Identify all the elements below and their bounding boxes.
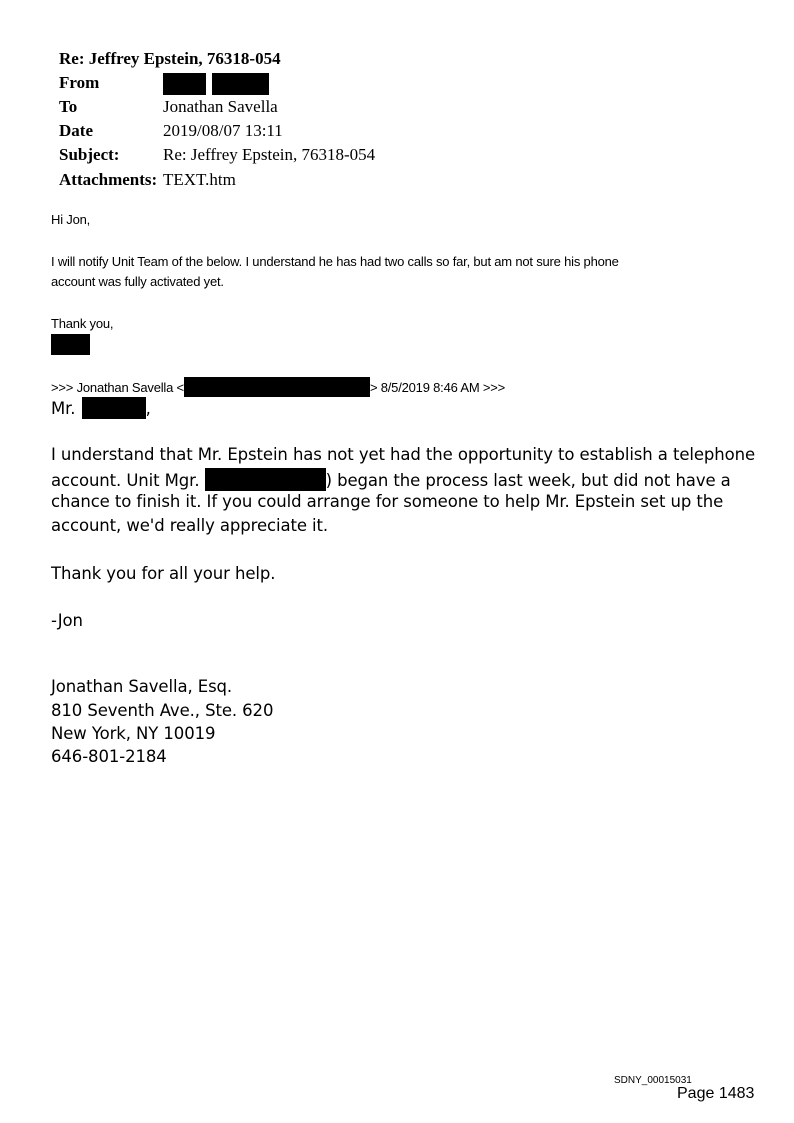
signature-city: New York, NY 10019 bbox=[51, 724, 216, 743]
attachments-label: Attachments: bbox=[59, 170, 158, 189]
quoted-prefix: >>> Jonathan Savella < bbox=[51, 380, 184, 395]
p1-line2-end: ) began the process last week, but did not have a bbox=[325, 471, 731, 490]
reply-line-1: I will notify Unit Team of the below. I understand he has had two calls so far, but am not sure his phone bbox=[51, 254, 619, 269]
quoted-p1-line2 bbox=[51, 468, 731, 491]
quoted-p1-line4: account, we'd really appreciate it. bbox=[51, 516, 329, 535]
quoted-p1-line3: chance to finish it. If you could arrange for someone to help Mr. Epstein set up the bbox=[51, 492, 724, 511]
salutation-text: Mr. bbox=[51, 399, 76, 418]
to-label: To bbox=[59, 97, 78, 116]
to-value: Jonathan Savella bbox=[163, 97, 278, 116]
signature-street: 810 Seventh Ave., Ste. 620 bbox=[51, 701, 274, 720]
signature-phone: 646-801-2184 bbox=[51, 747, 167, 766]
from-value-redacted bbox=[163, 73, 269, 96]
attachments-value: TEXT.htm bbox=[163, 170, 236, 189]
quoted-p1-line1: I understand that Mr. Epstein has not yet had the opportunity to establish a telephone bbox=[51, 445, 756, 464]
redaction-block bbox=[163, 73, 206, 95]
date-label: Date bbox=[59, 121, 93, 140]
quoted-header bbox=[51, 377, 505, 397]
quoted-sign: -Jon bbox=[51, 611, 83, 630]
reply-line-2: account was fully activated yet. bbox=[51, 274, 224, 289]
unit-mgr-redaction bbox=[205, 468, 326, 491]
quoted-thanks: Thank you for all your help. bbox=[51, 564, 276, 583]
quoted-salutation bbox=[51, 397, 151, 419]
subject-value: Re: Jeffrey Epstein, 76318-054 bbox=[163, 145, 376, 164]
p1-line2-start: account. Unit Mgr. bbox=[51, 471, 200, 490]
email-address-redaction bbox=[184, 377, 370, 397]
name-redaction bbox=[82, 397, 146, 419]
bates-number: SDNY_00015031 bbox=[614, 1075, 692, 1086]
sender-name-redaction bbox=[51, 334, 90, 355]
date-value: 2019/08/07 13:11 bbox=[163, 121, 283, 140]
from-label: From bbox=[59, 73, 100, 92]
subject-label: Subject: bbox=[59, 145, 120, 164]
reply-greeting: Hi Jon, bbox=[51, 212, 91, 227]
salutation-comma: , bbox=[145, 399, 151, 418]
page-number: Page 1483 bbox=[677, 1085, 755, 1102]
redaction-block bbox=[212, 73, 269, 95]
quoted-suffix: > 8/5/2019 8:46 AM >>> bbox=[369, 380, 506, 395]
reply-signoff: Thank you, bbox=[51, 316, 114, 331]
email-title: Re: Jeffrey Epstein, 76318-054 bbox=[59, 49, 281, 68]
signature-name: Jonathan Savella, Esq. bbox=[51, 677, 233, 696]
